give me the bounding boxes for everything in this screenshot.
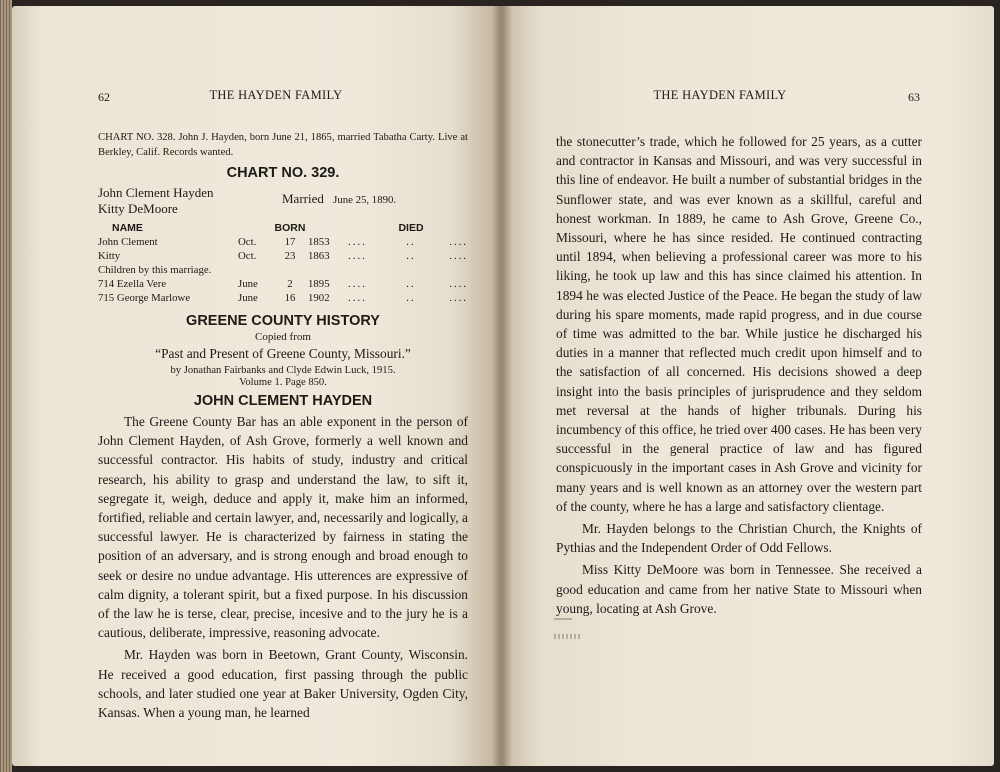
- married-date: June 25, 1890.: [333, 194, 397, 206]
- book-gutter: [492, 6, 512, 766]
- row-year: 1863: [308, 250, 330, 262]
- left-page-number: 62: [98, 90, 110, 104]
- table-row: [98, 249, 468, 263]
- right-paragraph-3: Miss Kitty DeMoore was born in Tennessee. She received a good education and came from her native State to Missouri when young, locating at Ash Grove.: [556, 562, 922, 616]
- row-died-3: ....: [449, 278, 468, 290]
- section-title: JOHN CLEMENT HAYDEN: [193, 393, 373, 409]
- history-title: GREENE COUNTY HISTORY: [186, 313, 380, 329]
- couple-wife: Kitty DeMoore: [98, 201, 178, 216]
- table-row: [98, 277, 468, 291]
- row-died-1: ....: [348, 292, 367, 304]
- row-month: June: [238, 292, 258, 304]
- row-year: 1853: [308, 236, 330, 248]
- row-month: Oct.: [238, 236, 257, 248]
- couple-block: [98, 185, 468, 219]
- chart-329-title: CHART NO. 329.: [226, 165, 340, 181]
- col-name-header: NAME: [112, 222, 143, 234]
- children-label-row: [98, 263, 468, 277]
- right-page-number: 63: [908, 90, 920, 104]
- row-name: John Clement: [98, 236, 158, 248]
- children-label: Children by this marriage.: [98, 264, 212, 276]
- row-year: 1902: [308, 292, 330, 304]
- row-day: 16: [284, 292, 296, 304]
- right-paragraph-1: the stonecutter’s trade, which he followed for 25 years, as a cutter and contractor in Kansas and Missouri, and was very successful in this line of endeavor. He built a number of substantial bridges in the Sunflower state, and was ever known as a skillful, careful and honest workman. In 1889, he came to Ash Grove, Greene Co., Missouri, where he has since resided. He continued contracting until 1894, when believing a professional career was more to his liking, he took up law and this has since claimed his attention. In 1894 he was elected Justice of the Peace. He began the study of law during his spare moments, made rapid progress, and in due course of time was admitted to the bar. While justice he discharged his duties in a manner that reflected much credit upon himself and to the satisfaction of all concerned. His decisions showed a deep insight into the basis principles of jurisprudence and they seldom met reversal at the hands of higher tribunals. During his incumbency of this office, he tried over 400 cases. He has been very successful in the general practice of law and has figured conspicuously in the important cases in Ash Grove and vicinity for many years and is well known as an attorney over the western part of the county, where he has a large and satisfactory clientage.: [556, 134, 922, 514]
- table-header-row: [98, 221, 468, 235]
- table-row: [98, 291, 468, 305]
- row-died-3: ....: [449, 292, 468, 304]
- left-running-head: THE HAYDEN FAMILY: [209, 88, 343, 102]
- row-died-1: ....: [348, 250, 367, 262]
- source-volume: Volume 1. Page 850.: [239, 377, 327, 388]
- row-day: 2: [287, 278, 293, 290]
- left-page: [12, 6, 500, 766]
- row-name: 714 Ezella Vere: [98, 278, 167, 290]
- library-stamp-mark: [554, 634, 580, 639]
- row-died-1: ....: [348, 236, 367, 248]
- row-died-2: ..: [406, 250, 416, 262]
- source-authors: by Jonathan Fairbanks and Clyde Edwin Luck, 1915.: [170, 365, 396, 376]
- library-stamp-mark: [554, 618, 572, 620]
- row-name: 715 George Marlowe: [98, 292, 191, 304]
- left-paragraph-2: Mr. Hayden was born in Beetown, Grant County, Wisconsin. He received a good education, first passing through the public schools, and later studied one year at Baker University, Ogden City, Kansas. When a young man, he learned: [98, 647, 468, 721]
- right-paragraph-2: Mr. Hayden belongs to the Christian Church, the Knights of Pythias and the Independent Order of Odd Fellows.: [556, 521, 922, 556]
- row-died-2: ..: [406, 236, 416, 248]
- right-page: [500, 6, 994, 766]
- row-year: 1895: [308, 278, 330, 290]
- married-word: Married: [282, 191, 324, 206]
- table-row: [98, 235, 468, 249]
- row-name: Kitty: [98, 250, 121, 262]
- col-born-header: BORN: [274, 222, 306, 234]
- row-died-3: ....: [449, 236, 468, 248]
- source-title: “Past and Present of Greene County, Missouri.”: [155, 346, 411, 361]
- row-died-2: ..: [406, 292, 416, 304]
- right-page-body: [556, 132, 922, 618]
- row-month: Oct.: [238, 250, 257, 262]
- row-died-1: ....: [348, 278, 367, 290]
- row-month: June: [238, 278, 258, 290]
- row-died-2: ..: [406, 278, 416, 290]
- married-label: [282, 191, 396, 207]
- left-page-body: [98, 130, 468, 722]
- row-died-3: ....: [449, 250, 468, 262]
- chart-328-entry: CHART NO. 328. John J. Hayden, born June 21, 1865, married Tabatha Carty. Live at Berkley, Calif. Records wanted.: [98, 132, 468, 158]
- copied-from: Copied from: [255, 331, 311, 343]
- col-died-header: DIED: [398, 222, 424, 234]
- left-paragraph-1: The Greene County Bar has an able exponent in the person of John Clement Hayden, of Ash Grove, formerly a well known and successful contractor. His habits of study, industry and critical research, his ability to grasp and understand the law, to sift it, segregate it, weigh, deduce and apply it, make him an informed, fortified, reliable and certain lawyer, and, necessarily and logically, a successful lawyer. He is characterized by fairness in stating the position of an adversary, and is strong enough and broad enough to seek or desire no undue advantage. His utterences are expressive of calm dignity, a tolerant spirit, but a fixed purpose. In his discussion of the law he is terse, clear, precise, incesive and to the jury he is a cautious, deliberate, impressive, reasoning advocate.: [98, 414, 468, 641]
- chart-329-table: [98, 221, 468, 305]
- couple-husband: John Clement Hayden: [98, 185, 214, 200]
- right-running-head: THE HAYDEN FAMILY: [653, 88, 787, 102]
- page-edges: [0, 0, 12, 772]
- row-day: 23: [284, 250, 296, 262]
- row-day: 17: [284, 236, 296, 248]
